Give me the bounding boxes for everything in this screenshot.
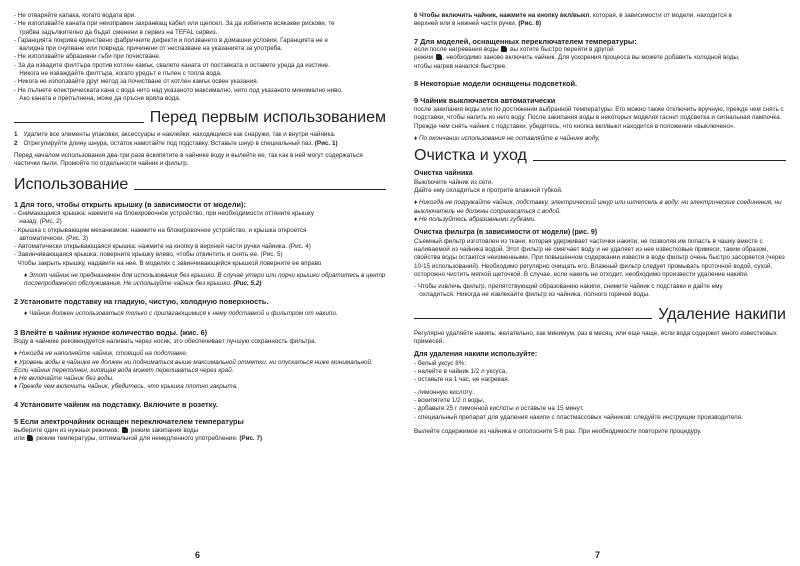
- step-9-paragraph: после закипания воды или по достижении выбранной температуры. Его можно также отключить вручную, прежде чем снять с подставки, чтобы налить из него воду. После закипания воды в некоторых моделях гаснет подсветка и сигнальная лампочка. Прежде чем снять чайник с подставки, убедитесь, что кнопка вкл/выкл находится в положении «выключено».: [414, 105, 784, 130]
- step-5-line-1: [14, 427, 386, 435]
- citric-line: - вскипятите 1/2 л воды,: [414, 397, 485, 405]
- step-3-note: [14, 359, 386, 376]
- step-text: Удалите все элементы упаковки, аксессуары и наклейки, находящиеся как снаружи, так и внутри чайника.: [23, 131, 336, 139]
- heading-rule: [134, 189, 386, 190]
- filter-paragraph: Съемный фильтр изготовлен из ткани, которая удерживает частички накипи, не позволяя им попасть в чашку вместе с наливаемой из чайника водой. Этот фильтр не смягчает воду и не удаляет из нее известковые примеси, таким образом, свойства воды остаются неизменными. При повышенном содержании извести в воде фильтр очень быстро засоряется (через 10-15 использований). Необходимо регулярно очищать его. Влажный фильтр следует промывать проточной водой, сухой, осторожно чистить мягкой щеточкой. В случае, если накипь не отходит, необходимо произвести удаление накипи.: [414, 237, 785, 278]
- first-use-step: [14, 131, 386, 139]
- citric-line: - лимонную кислоту:: [414, 388, 474, 396]
- step-3-note: [14, 350, 386, 358]
- filter-item: охладиться. Никогда не извлекайте фильтр из чайника, полного горячей воды.: [414, 291, 650, 299]
- cleaning-note-text: Не пользуйтесь абразивными губками.: [418, 215, 536, 223]
- step-1-title: 1 Для того, чтобы открыть крышку (в зависимости от модели):: [14, 200, 246, 210]
- step-1-note-ref: (Рис. 5.2): [233, 280, 262, 288]
- page-number-left: 6: [195, 550, 201, 560]
- note-bullet-icon: ♦: [414, 134, 419, 142]
- intro-bullet: - Никога не използвайте друг метод за почистване от котлен камък освен указания.: [14, 78, 259, 86]
- intro-bullet: Ако каната е препълнена, може да пръсне вряла вода.: [14, 94, 181, 102]
- step-1-note-text: Этот чайник не предназначен для использования без крышки. В случае утери или порчи крышки обратитесь в центр послепродажного обслуживания. Не используйте чайник без крышки.: [24, 272, 386, 288]
- citric-line: - добавьте 25 г лимонной кислоты и оставьте на 15 минут.: [414, 405, 584, 413]
- step-3-note-text: Никогда не наполняйте чайник, стоящий на подставке.: [18, 350, 188, 358]
- step-5-line-1a: выберите один из нужных режимов:: [14, 426, 120, 434]
- cleaning-note: [414, 216, 786, 224]
- step-3-note-text: Прежде чем включить чайник, убедитесь, что крышка плотно закрыта.: [18, 383, 238, 391]
- first-use-step: [14, 140, 386, 148]
- step-1-item: автоматически. (Рис. 3): [14, 234, 89, 242]
- step-5-line-1b: режим закипания воды: [130, 426, 199, 434]
- intro-bullet-list: [14, 12, 386, 103]
- step-3-note-text: Не включайте чайник без воды.: [18, 375, 114, 383]
- cleaning-title: Очистка и уход: [414, 147, 527, 165]
- step-5-line-2a: или: [14, 435, 25, 442]
- step-1-item: - Автоматически открывающаяся крышка: нажмите на кнопку в верхней части ручки чайника. (Рис. 4): [14, 243, 311, 251]
- step-6-ref: (Рис. 8): [518, 20, 542, 28]
- step-1-list: [14, 210, 386, 268]
- intro-bullet: - Гаранцията покрива единствено фабричните дефекти и ползването в домашни условия. Гаранцията не е: [14, 36, 328, 44]
- step-2-note-text: Чайник должен использоваться только с прилагающимися к нему подставкой и фильтром от накипи.: [28, 310, 338, 318]
- step-7-line-1a: если после нагревания воды: [414, 46, 499, 54]
- clean-kettle-lines: [414, 179, 786, 196]
- step-9-note: [414, 135, 786, 143]
- step-1-item: - Снимающаяся крышка: нажмите на блокировочное устройство, при необходимости оттяните крышку: [14, 209, 315, 217]
- clean-kettle-title: Очистка чайника: [414, 170, 473, 178]
- heading-rule: [414, 318, 652, 319]
- intro-bullet: - Не използвайте каната при неизправен захранващ кабел или щепсел. За да избегнете всякакви рискове, те: [14, 20, 335, 28]
- step-5-ref: (Рис. 7): [239, 435, 263, 442]
- vinegar-list: [414, 360, 786, 385]
- intro-bullet: - Не използвайте абразивни гъби при почистване.: [14, 53, 161, 61]
- citric-acid-list: [414, 389, 786, 414]
- step-6-lead: 6 Чтобы включить чайник, нажмите на кнопку вкл/выкл: [414, 12, 590, 19]
- intro-bullet: валидна при счупване или повреда, причинени от неспазване на указанията за употреба.: [14, 45, 283, 53]
- step-7-line-2: [414, 54, 786, 62]
- descale-heading: [414, 306, 786, 324]
- intro-bullet: трябва задължително да бъдат сменени в сервиз на TEFAL сервиз.: [14, 28, 218, 36]
- step-7-line-2b: , необходимо заново включить чайник. Для ускорения процесса вы можете добавить холодной воды,: [442, 54, 740, 62]
- filter-item: - Чтобы извлечь фильтр, препятствующий образованию накипи, снимите чайник с подставки и дайте ему: [414, 283, 723, 291]
- usage-heading: [14, 176, 386, 194]
- step-4-title: 4 Установите чайник на подставку. Включите в розетку.: [14, 399, 218, 409]
- step-9-note-text: По окончании использования не оставляйте в чайнике воду.: [418, 134, 600, 142]
- step-3-notes: [14, 350, 386, 391]
- step-7-line-2a: режим: [414, 54, 433, 62]
- step-3-title: 3 Влейте в чайник нужное количество воды. (жис. 6): [14, 328, 208, 338]
- vinegar-line: - белый уксус 8%:: [414, 359, 467, 367]
- step-3-paragraph: Воду в чайнике рекомендуется наливать через носик, это обеспечивает лучшую сохранность фильтра.: [14, 337, 317, 345]
- cleaning-note: [414, 199, 786, 216]
- intro-bullet: - Не пълнете електрическата кана с вода нито над указаното максимално, нито под указаното минимално ниво.: [14, 86, 343, 94]
- step-text: Отрегулируйте длину шнура, остаток намотайте под подставку. Вставьте шнур в специальный паз.: [23, 139, 314, 147]
- step-9-title: 9 Чайник выключается автоматически: [414, 96, 556, 106]
- step-7-line-3: чтобы нагрев начался быстрее.: [414, 62, 507, 70]
- first-use-paragraph: Перед началом использования два-три раза вскипятите в чайнике воду и вылейте ее, так как в ней могут содержаться частички пыли. Промойте по отдельности чайник и фильтр.: [14, 151, 363, 168]
- intro-bullet: - За да извадите филтъра против котлен камък, свалете каната от поставката и оставете уреда да изстине.: [14, 61, 330, 69]
- hand-icon: [27, 435, 33, 441]
- note-bullet-icon: ♦: [24, 310, 29, 318]
- special-product-line: - специальный препарат для удаления накипи с пластмассовых чайников: следуйте инструкции производителя.: [414, 413, 743, 421]
- step-3-note-text: Уровень воды в чайнике не должен ни подниматься выше максимальной отметки, ни опускаться ниже минимальной. Если чайник переполнен, кипящая вода может переливаться через край.: [14, 358, 373, 374]
- step-3-note: [14, 383, 386, 391]
- step-ref: (Рис. 1): [314, 139, 338, 147]
- step-7-title: 7 Для моделей, оснащенных переключателем температуры:: [414, 36, 637, 46]
- step-7-line-1b: вы хотите быстро перейти в другой: [510, 46, 614, 54]
- clean-kettle-line: Выключите чайник из сети.: [414, 178, 494, 186]
- page-number-right: 7: [595, 550, 601, 560]
- step-1-note: [14, 272, 386, 289]
- filter-list: [414, 283, 786, 300]
- note-bullet-icon: ♦: [414, 199, 419, 207]
- step-2-title: 2 Установите подставку на гладкую, чистую, холодную поверхность.: [14, 296, 269, 306]
- usage-title: Использование: [14, 176, 129, 194]
- clean-kettle-line: Дайте ему охладиться и протрите влажной губкой.: [414, 186, 563, 194]
- right-page: [400, 0, 800, 566]
- vinegar-line: - оставьте на 1 час, не нагревая.: [414, 376, 510, 384]
- vinegar-line: - налейте в чайник 1/2 л уксуса,: [414, 368, 508, 376]
- hand-icon: [436, 54, 442, 60]
- descale-paragraph: Регулярно удаляйте накипь: желательно, как минимум, раз в месяц, или еще чаще, если вода содержит много известковых примесей.: [414, 329, 777, 346]
- filter-title: Очистка фильтра (в зависимости от модели) (рис. 9): [414, 229, 598, 237]
- note-bullet-icon: ♦: [414, 215, 419, 223]
- note-bullet-icon: ♦: [14, 383, 19, 391]
- intro-bullet: - Не отваряйте капака, когато водата ври.: [14, 12, 137, 19]
- first-use-title: Перед первым использованием: [149, 109, 386, 127]
- descale-use-title: Для удаления накипи используйте:: [414, 351, 538, 359]
- first-use-steps: [14, 131, 386, 148]
- step-5-line-2b: режим температуры, оптимальной для немедленного употребления.: [36, 435, 238, 442]
- intro-bullet: Никога не изваждайте филтъра, когато уредът е пълен с топла вода.: [14, 70, 222, 78]
- final-instruction: Вылейте содержимое из чайника и ополосните 5-6 раз. При необходимости повторите процедуру.: [414, 427, 702, 435]
- cleaning-heading: [414, 147, 786, 165]
- step-2-note: [14, 310, 386, 318]
- step-number: 1: [14, 131, 18, 139]
- cleaning-notes: [414, 199, 786, 224]
- note-bullet-icon: ♦: [14, 358, 19, 366]
- hand-icon: [501, 46, 507, 52]
- step-6-rest: , которая, в зависимости от модели, находится в: [589, 12, 732, 19]
- step-1-item: Чтобы закрыть крышку, надавите на нее. В моделях с завинчивающейся крышкой поверните ее вправо: [14, 259, 322, 267]
- hand-icon: [122, 427, 128, 433]
- step-1-item: - Крышка с открывающим механизмом: нажмите на блокировочное устройство, и крышка откроется: [14, 226, 307, 234]
- note-bullet-icon: ♦: [24, 272, 29, 280]
- step-6-line-2: [414, 20, 786, 28]
- step-5-title: 5 Если электрочайник оснащен переключателем температуры: [14, 417, 244, 427]
- step-8-title: 8 Некоторые модели оснащены подсветкой.: [414, 78, 578, 88]
- heading-rule: [533, 160, 786, 161]
- note-bullet-icon: ♦: [14, 350, 19, 358]
- descale-title: Удаление накипи: [658, 305, 786, 323]
- note-bullet-icon: ♦: [14, 375, 19, 383]
- step-5-line-2: [14, 435, 386, 443]
- step-6-line-2-text: верхней или в нижней части ручки.: [414, 20, 517, 28]
- step-number: 2: [14, 139, 18, 147]
- first-use-heading: [14, 109, 386, 127]
- step-1-item: - Завинчивающаяся крышка: поверните крышку влево, чтобы отвинтить и снять ее. (Рис. 5): [14, 251, 283, 259]
- heading-rule: [14, 122, 144, 123]
- cleaning-note-text: Никогда не погружайте чайник, подставку, электрический шнур или штепсель в воду: ни электрические соединения, ни выключатель не должны соприкасаться с водой.: [414, 199, 782, 215]
- step-1-item: назад. (Рис. 2): [14, 218, 62, 226]
